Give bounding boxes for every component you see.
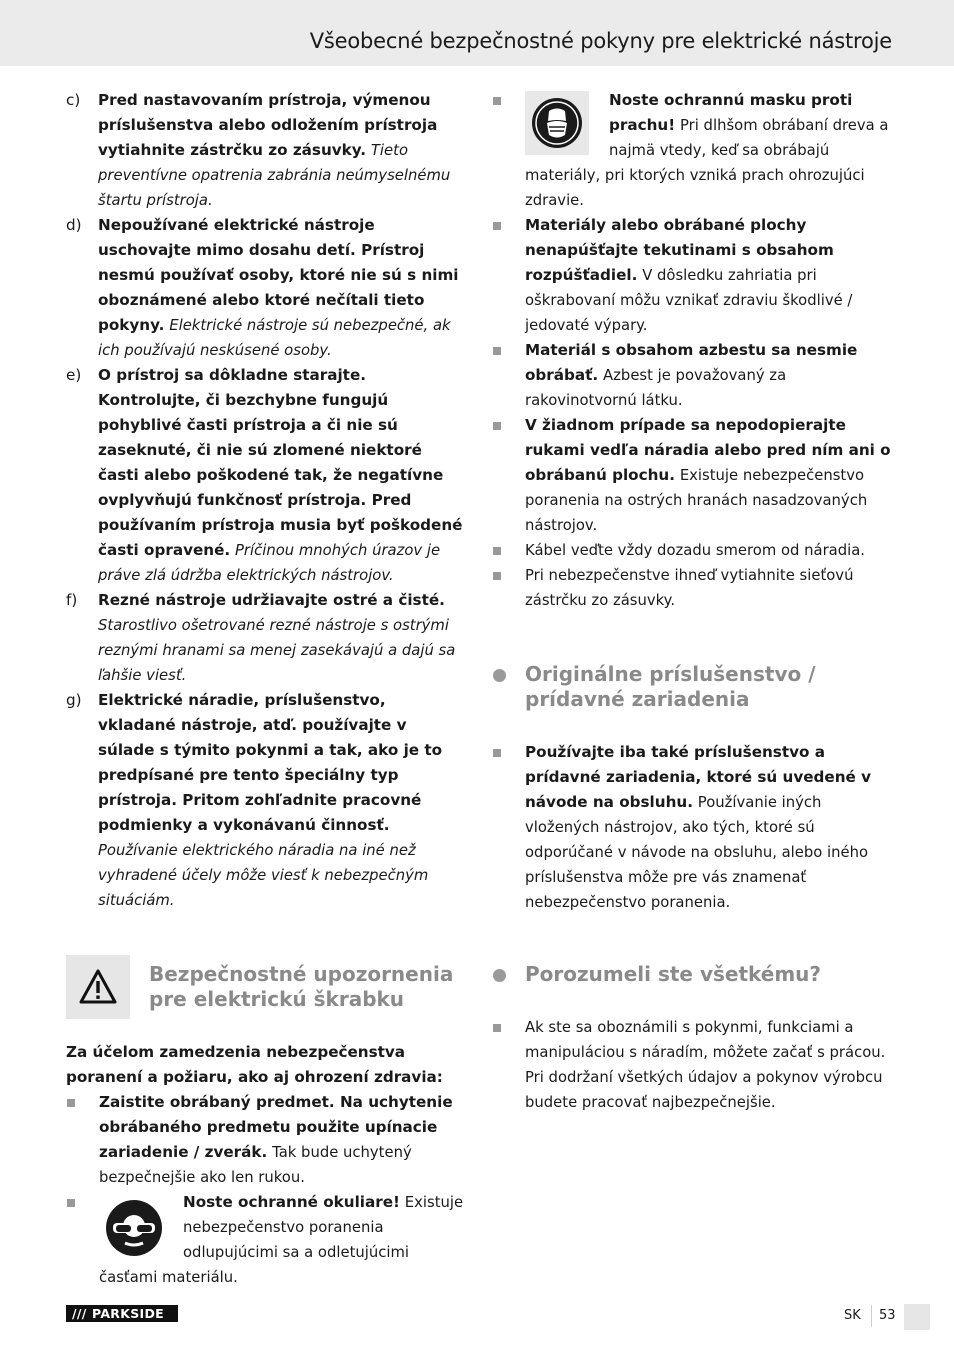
item-label: c) (66, 91, 81, 109)
item-normal-text: V dôsledku zahriatia pri oškrabovaní môžu vznikať zdraviu škodlivé / jedovaté výpary. (525, 267, 853, 334)
list-item (492, 213, 892, 338)
footer-language: SK (844, 1308, 861, 1323)
page-header (0, 0, 954, 66)
footer-tab-marker (904, 1304, 930, 1330)
item-bold-text: V žiadnom prípade sa nepodopierajte rukami vedľa náradia alebo pred ním ani o obrábanú plochu. (525, 416, 891, 484)
section-title-accessories: Originálne príslušenstvo / prídavné zariadenia (525, 662, 816, 711)
section-title-scraper-safety: Bezpečnostné upozornenia pre elektrickú škrabku (149, 962, 454, 1011)
warning-triangle-icon (78, 967, 118, 1007)
item-bold-text: Noste ochrannú masku proti prachu! (609, 91, 853, 134)
item-label: d) (66, 216, 82, 234)
list-item-d (66, 213, 466, 363)
bullet-square (66, 1090, 99, 1190)
dust-mask-icon-box (525, 91, 589, 155)
list-item (492, 538, 892, 563)
item-bold-text: Materiál s obsahom azbestu sa nesmie obrábať. (525, 341, 858, 384)
item-bold-text: Rezné nástroje udržiavajte ostré a čisté. (98, 591, 445, 609)
logo-slashes: /// (72, 1306, 87, 1321)
bullet-square (492, 213, 525, 338)
item-label: e) (66, 366, 82, 384)
left-column (66, 88, 466, 913)
warning-icon-box (66, 955, 130, 1019)
section-bullet-dot (493, 669, 506, 682)
item-normal-text: Tak bude uchytený bezpečnejšie ako len rukou. (99, 1144, 412, 1186)
item-italic-text: Príčinou mnohých úrazov je práve zlá údržba elektrických nástrojov. (98, 542, 441, 584)
page-number: 53 (879, 1308, 896, 1323)
item-italic-text: Starostlivo ošetrované rezné nástroje s ostrými reznými hranami sa menej zasekávajú a dajú sa ľahšie viesť. (98, 617, 456, 684)
list-item-g (66, 688, 466, 913)
safety-goggles-icon (105, 1199, 163, 1257)
parkside-logo (66, 1305, 178, 1322)
bullet-square (492, 563, 525, 613)
item-normal-text: Azbest je považovaný za rakovinotvornú látku. (525, 367, 787, 409)
item-normal-text: Pri nebezpečenstve ihneď vytiahnite sieťovú zástrčku zo zásuvky. (525, 567, 854, 609)
section3-body (492, 1015, 892, 1115)
item-normal-text: Ak ste sa oboznámili s pokynmi, funkciami a manipuláciou s náradím, môžete začať s prácou. Pri dodržaní všetkých údajov a pokynov výrobcu budete pracovať najbezpečnejšie. (525, 1019, 886, 1111)
bullet-square (66, 1190, 99, 1290)
item-italic-text: Používanie elektrického náradia na iné než vyhradené účely môže viesť k nebezpečným situáciám. (98, 842, 429, 909)
list-item (66, 1190, 466, 1290)
item-normal-text: Existuje nebezpečenstvo poranenia na ostrých hranách nasadzovaných nástrojov. (525, 467, 868, 534)
item-normal-text: Pri dlhšom obrábaní dreva a najmä vtedy, keď sa obrábajú materiály, pri ktorých vzniká prach ohrozujúci zdravie. (525, 117, 889, 209)
list-item (492, 1015, 892, 1115)
goggles-icon-box (99, 1193, 163, 1257)
item-bold-text: Používajte iba také príslušenstvo a prídavné zariadenia, ktoré sú uvedené v návode na obsluhu. (525, 743, 872, 811)
right-column (492, 88, 892, 613)
item-bold-text: Pred nastavovaním prístroja, výmenou príslušenstva alebo odložením prístroja vytiahnite zástrčku zo zásuvky. (98, 91, 438, 159)
bullet-square (492, 538, 525, 563)
bullet-square (492, 1015, 525, 1115)
section1-body (66, 1040, 466, 1290)
footer-divider (871, 1305, 872, 1327)
bullet-square (492, 740, 525, 915)
item-normal-text: Existuje nebezpečenstvo poranenia odlupujúcimi sa a odletujúcimi časťami materiálu. (99, 1194, 464, 1286)
list-item (492, 563, 892, 613)
item-normal-text: Používanie iných vložených nástrojov, ako tých, ktoré sú odporúčané v návode na obsluhu, alebo iného príslušenstva môže pre vás znamenať nebezpečenstvo poranenia. (525, 794, 869, 911)
list-item-e (66, 363, 466, 588)
item-italic-text: Elektrické nástroje sú nebezpečné, ak ich používajú neskúsené osoby. (98, 317, 451, 359)
item-bold-text: Zaistite obrábaný predmet. Na uchytenie obrábaného predmetu použite upínacie zariadenie / zverák. (99, 1093, 453, 1161)
item-bold-text: Elektrické náradie, príslušenstvo, vkladané nástroje, atď. používajte v súlade s týmito pokynmi a tak, ako je to predpísané pre tento špeciálny typ prístroja. Pritom zohľadnite pracovné podmienky a vykonávanú činnosť. (98, 691, 443, 834)
page-title: Všeobecné bezpečnostné pokyny pre elektrické nástroje (309, 29, 892, 53)
item-bold-text: Noste ochranné okuliare! (183, 1193, 400, 1211)
section2-body (492, 740, 892, 915)
item-bold-text: O prístroj sa dôkladne starajte. Kontrolujte, či bezchybne fungujú pohyblivé časti prístroja a či nie sú zaseknuté, či nie sú zlomené niektoré časti alebo poškodené tak, že negatívne ovplyvňujú funkčnosť prístroja. Pred používaním prístroja musia byť poškodené časti opravené. (98, 366, 463, 559)
list-item-c (66, 88, 466, 213)
section-title-understood: Porozumeli ste všetkému? (525, 962, 822, 986)
item-bold-text: Nepoužívané elektrické nástroje uschovajte mimo dosahu detí. Prístroj nesmú používať osoby, ktoré nie sú s nimi oboznámené alebo ktoré nečítali tieto pokyny. (98, 216, 459, 334)
section1-intro: Za účelom zamedzenia nebezpečenstva poranení a požiaru, ako aj ohrození zdravia: (66, 1043, 443, 1086)
list-item (492, 413, 892, 538)
list-item (492, 338, 892, 413)
item-normal-text: Kábel veďte vždy dozadu smerom od náradia. (525, 542, 865, 559)
bullet-square (492, 338, 525, 413)
list-item (492, 740, 892, 915)
item-italic-text: Tieto preventívne opatrenia zabránia neúmyselnému štartu prístroja. (98, 142, 451, 209)
bullet-square (492, 88, 525, 213)
section-bullet-dot (493, 969, 506, 982)
item-bold-text: Materiály alebo obrábané plochy nenapúšťajte tekutinami s obsahom rozpúšťadiel. (525, 216, 834, 284)
list-item (66, 1090, 466, 1190)
item-label: f) (66, 591, 78, 609)
bullet-square (492, 413, 525, 538)
list-item (492, 88, 892, 213)
list-item-f (66, 588, 466, 688)
dust-mask-icon (531, 97, 583, 149)
item-label: g) (66, 691, 82, 709)
logo-text: PARKSIDE (92, 1306, 164, 1321)
